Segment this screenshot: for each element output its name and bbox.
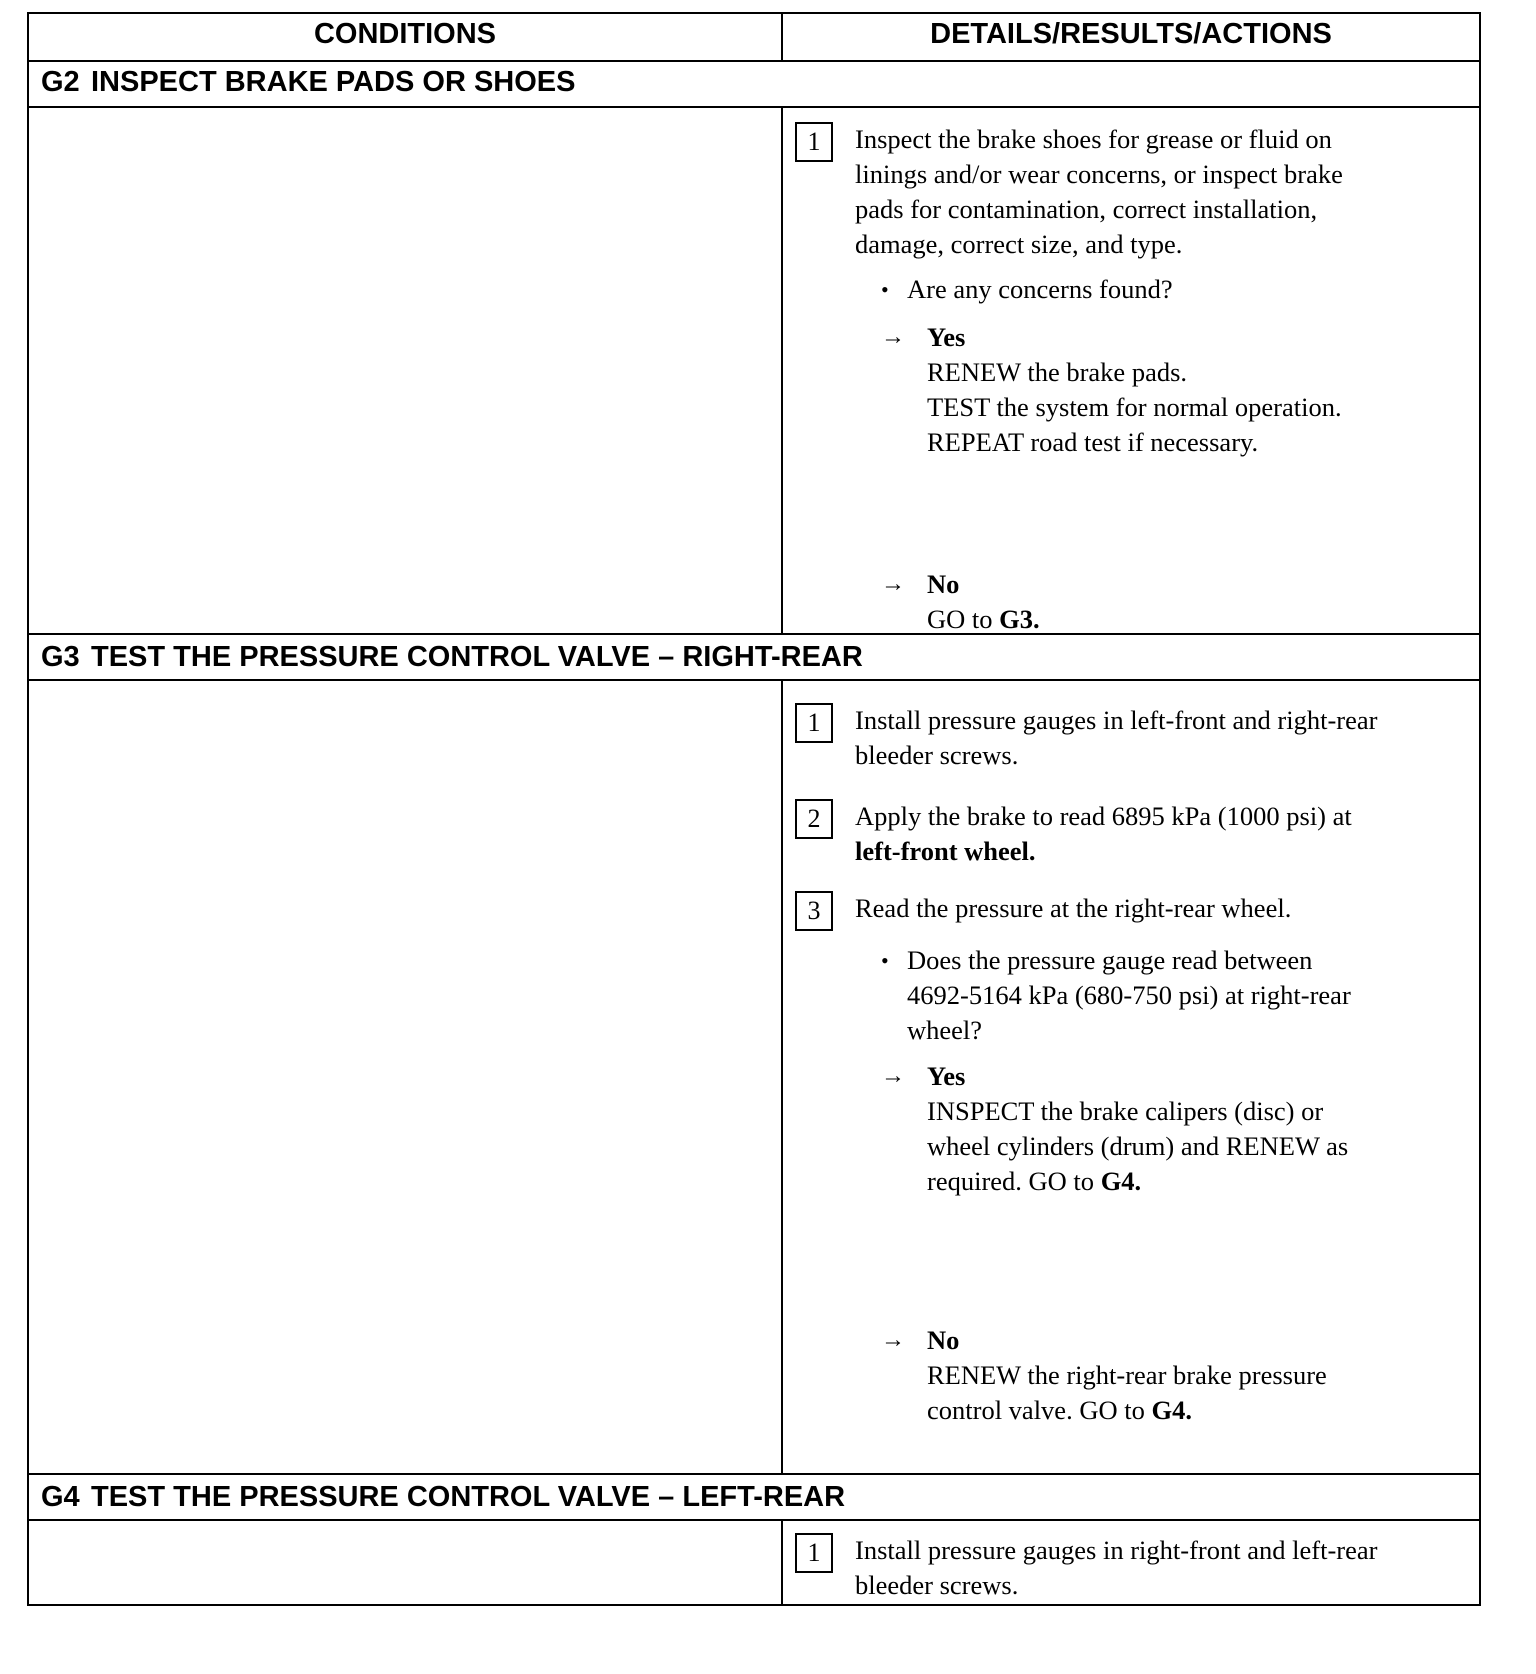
action-line [927,1164,1465,1199]
step-1 [795,122,1467,262]
section-code: G3 [41,641,80,673]
action-line: RENEW the right-rear brake pressure [927,1360,1327,1390]
step-text [855,891,1467,926]
step-text-line: Inspect the brake shoes for grease or fluid on [855,124,1332,154]
section-g3-body [29,681,1479,1475]
section-title-text: TEST THE PRESSURE CONTROL VALVE – RIGHT-REAR [91,641,863,673]
section-g3-title [29,633,1479,681]
arrow-right-icon: → [881,1327,905,1353]
section-code: G4 [41,1481,80,1513]
conditions-cell [29,108,781,635]
question-line: Does the pressure gauge read between [907,945,1313,975]
step-text-line: left-front wheel. [855,836,1036,866]
goto-target: G4. [1100,1166,1142,1196]
action-line: wheel cylinders (drum) and RENEW as [927,1131,1349,1161]
step-1 [795,703,1467,773]
step-text [855,703,1467,773]
bullet-icon: • [881,948,889,973]
question-text: Are any concerns found? [907,274,1173,304]
section-title-text: TEST THE PRESSURE CONTROL VALVE – LEFT-REAR [91,1481,846,1513]
step-text [855,122,1467,262]
step-number-box: 3 [795,891,833,931]
action-text: GO to [927,604,1000,634]
action-line: INSPECT the brake calipers (disc) or [927,1096,1324,1126]
action-line [927,1393,1465,1428]
step-number-box: 2 [795,799,833,839]
step-text [855,799,1467,869]
no-label: No [927,1325,960,1355]
arrow-right-icon: → [881,324,905,350]
step-number-box: 1 [795,122,833,162]
yes-label: Yes [927,1061,966,1091]
question-line: wheel? [907,1015,983,1045]
action-line: TEST the system for normal operation. [927,392,1342,422]
step-text-line: Read the pressure at the right-rear wheel. [855,893,1292,923]
section-code: G2 [41,66,80,98]
question-bullet [881,272,1459,307]
step-text-line: Install pressure gauges in right-front and left-rear [855,1535,1378,1565]
step-number-box: 1 [795,703,833,743]
action-line: RENEW the brake pads. [927,357,1188,387]
goto-target: G3. [999,604,1040,634]
yes-label: Yes [927,322,966,352]
conditions-cell [29,681,781,1475]
step-text-line: pads for contamination, correct installation, [855,194,1318,224]
conditions-cell [29,1521,781,1606]
question-text [907,943,1459,1048]
no-branch [881,567,1465,637]
arrow-right-icon: → [881,571,905,597]
details-header: DETAILS/RESULTS/ACTIONS [930,18,1332,50]
no-branch [881,1323,1465,1428]
step-text-line: Apply the brake to read 6895 kPa (1000 psi) at [855,801,1352,831]
section-g4-title [29,1473,1479,1521]
step-1 [795,1533,1467,1603]
question-line: 4692-5164 kPa (680-750 psi) at right-rear [907,980,1351,1010]
yes-branch [881,1059,1465,1199]
action-text: control valve. GO to [927,1395,1152,1425]
diagnostic-table [27,12,1481,1606]
step-text-line: bleeder screws. [855,1570,1019,1600]
step-number-box: 1 [795,1533,833,1573]
action-line [927,602,1465,637]
step-3 [795,891,1467,926]
action-line: REPEAT road test if necessary. [927,427,1259,457]
step-2 [795,799,1467,869]
details-cell [783,1521,1479,1606]
bullet-icon: • [881,277,889,302]
section-g2-body [29,108,1479,635]
step-text [855,1533,1467,1603]
step-text-line: linings and/or wear concerns, or inspect brake [855,159,1343,189]
details-cell [783,681,1479,1475]
action-text: required. GO to [927,1166,1101,1196]
table-header-row [29,14,1479,62]
step-text-line: Install pressure gauges in left-front and right-rear [855,705,1378,735]
conditions-header: CONDITIONS [29,14,783,60]
no-label: No [927,569,960,599]
section-title-text: INSPECT BRAKE PADS OR SHOES [91,66,576,98]
step-text-line: bleeder screws. [855,740,1019,770]
details-cell [783,108,1479,635]
section-g4-body [29,1521,1479,1606]
yes-branch [881,320,1465,460]
goto-target: G4. [1151,1395,1192,1425]
arrow-right-icon: → [881,1063,905,1089]
question-bullet [881,943,1459,1048]
section-g2-title [29,60,1479,108]
step-text-line: damage, correct size, and type. [855,229,1183,259]
